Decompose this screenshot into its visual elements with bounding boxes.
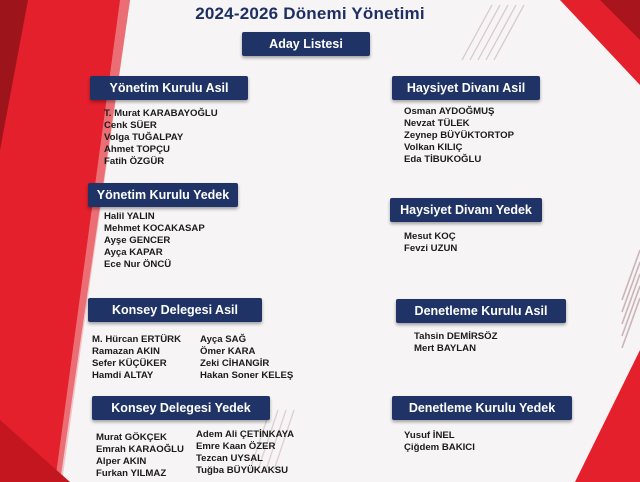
member-name: Tuğba BÜYÜKAKSU bbox=[196, 465, 289, 476]
member-list-denetleme-yedek bbox=[404, 430, 475, 454]
section-badge-konsey-yedek: Konsey Delegesi Yedek bbox=[92, 396, 270, 420]
member-name: Zeki CİHANGİR bbox=[200, 358, 270, 369]
member-name: Yusuf İNEL bbox=[404, 430, 455, 441]
member-name: Halil YALIN bbox=[104, 211, 155, 222]
member-name: Zeynep BÜYÜKTORTOP bbox=[404, 130, 514, 141]
subtitle-badge: Aday Listesi bbox=[242, 32, 370, 56]
member-list-haysiyet-yedek bbox=[404, 231, 457, 255]
member-list-denetleme-asil bbox=[414, 331, 498, 355]
section-badge-haysiyet-yedek: Haysiyet Divanı Yedek bbox=[390, 198, 542, 222]
member-name: Murat GÖKÇEK bbox=[96, 432, 167, 443]
section-badge-denetleme-asil: Denetleme Kurulu Asil bbox=[396, 299, 566, 323]
member-list-haysiyet-asil bbox=[404, 106, 514, 166]
member-name: Hamdi ALTAY bbox=[92, 370, 154, 381]
member-name: Sefer KÜÇÜKER bbox=[92, 358, 167, 369]
member-name: Çiğdem BAKICI bbox=[404, 442, 475, 453]
member-name: Ömer KARA bbox=[200, 346, 256, 357]
member-name: Furkan YILMAZ bbox=[96, 468, 167, 479]
member-list-yonetim-asil bbox=[104, 108, 218, 168]
member-name: Fevzi UZUN bbox=[404, 243, 458, 254]
member-name: Tezcan UYSAL bbox=[196, 453, 263, 464]
member-name: Volga TUĞALPAY bbox=[104, 132, 184, 143]
section-badge-yonetim-yedek: Yönetim Kurulu Yedek bbox=[88, 183, 238, 207]
member-name: Ayça SAĞ bbox=[200, 334, 247, 345]
member-name: Tahsin DEMİRSÖZ bbox=[414, 331, 498, 342]
member-name: Fatih ÖZGÜR bbox=[104, 156, 165, 167]
member-name: Nevzat TÜLEK bbox=[404, 118, 470, 129]
member-list-yonetim-yedek bbox=[104, 211, 205, 271]
section-badge-denetleme-yedek: Denetleme Kurulu Yedek bbox=[392, 396, 572, 420]
member-list-konsey-yedek-col1 bbox=[96, 432, 184, 480]
member-list-konsey-yedek-col2 bbox=[196, 429, 294, 477]
member-name: Mehmet KOCAKASAP bbox=[104, 223, 205, 234]
member-name: Ramazan AKIN bbox=[92, 346, 160, 357]
member-name: Volkan KILIÇ bbox=[404, 142, 463, 153]
member-name: Hakan Soner KELEŞ bbox=[200, 370, 294, 381]
member-name: Ayşe GENCER bbox=[104, 235, 171, 246]
member-name: Ayça KAPAR bbox=[104, 247, 163, 258]
member-list-konsey-asil-col2 bbox=[200, 334, 293, 382]
member-name: Ece Nur ÖNCÜ bbox=[104, 259, 172, 270]
member-name: Mesut KOÇ bbox=[404, 231, 456, 242]
member-name: T. Murat KARABAYOĞLU bbox=[104, 108, 218, 119]
page-title: 2024-2026 Dönemi Yönetimi bbox=[195, 4, 425, 23]
member-name: Osman AYDOĞMUŞ bbox=[404, 106, 495, 117]
member-name: Eda TİBUKOĞLU bbox=[404, 154, 482, 165]
member-name: Mert BAYLAN bbox=[414, 343, 477, 354]
member-list-konsey-asil-col1 bbox=[92, 334, 181, 382]
section-badge-haysiyet-asil: Haysiyet Divanı Asil bbox=[392, 76, 540, 100]
member-name: Emrah KARAOĞLU bbox=[96, 444, 184, 455]
member-name: M. Hürcan ERTÜRK bbox=[92, 334, 182, 345]
member-name: Ahmet TOPÇU bbox=[104, 144, 170, 155]
member-name: Cenk SÜER bbox=[104, 120, 157, 131]
member-name: Adem Ali ÇETİNKAYA bbox=[196, 429, 295, 440]
section-badge-yonetim-asil: Yönetim Kurulu Asil bbox=[90, 76, 248, 100]
member-name: Alper AKIN bbox=[96, 456, 147, 467]
section-badge-konsey-asil: Konsey Delegesi Asil bbox=[88, 298, 262, 322]
member-name: Emre Kaan ÖZER bbox=[196, 441, 276, 452]
